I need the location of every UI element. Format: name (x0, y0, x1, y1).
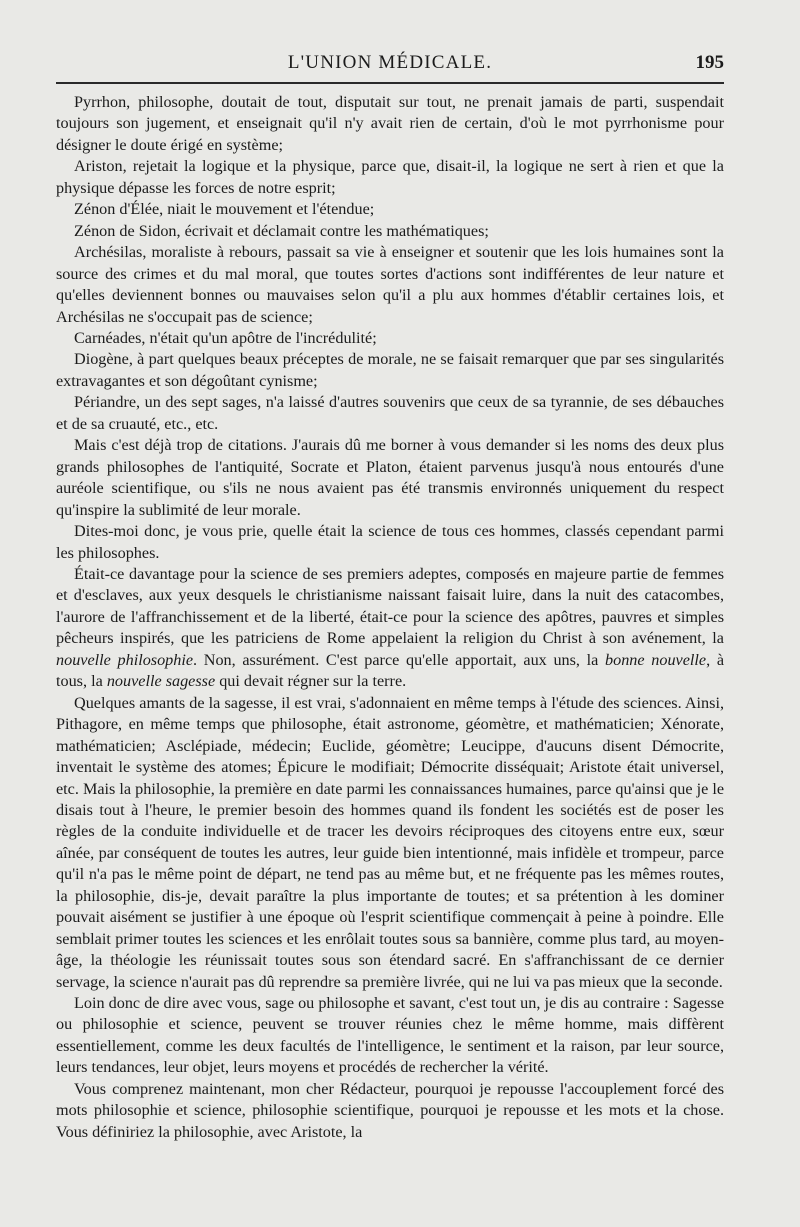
paragraph: Pyrrhon, philosophe, doutait de tout, disputait sur tout, ne prenait jamais de parti, suspendait toujours son jugement, et enseignait qu'il n'y avait rien de certain, d'où le mot pyrrhonisme pour désigner le doute érigé en système; (56, 93, 724, 154)
page-header (56, 48, 724, 84)
paragraph: Périandre, un des sept sages, n'a laissé d'autres souvenirs que ceux de sa tyrannie, de ses débauches et de sa cruauté, etc., etc. (56, 393, 724, 433)
paragraph: Ariston, rejetait la logique et la physique, parce que, disait-il, la logique ne sert à rien et que la physique dépasse les forces de notre esprit; (56, 157, 724, 197)
running-title: L'UNION MÉDICALE. (287, 52, 493, 73)
paragraph: Mais c'est déjà trop de citations. J'aurais dû me borner à vous demander si les noms des deux plus grands philosophes de l'antiquité, Socrate et Platon, étaient parvenus jusqu'à nous entourés d'une auréole scientifique, ou s'ils ne nous avaient pas été transmis environnés uniquement du respect qu'inspire la sublimité de leur morale. (56, 436, 724, 519)
paragraph: Quelques amants de la sagesse, il est vrai, s'adonnaient en même temps à l'étude des sciences. Ainsi, Pithagore, en même temps que philosophe, était astronome, géomètre, et mathématicien; Xénorate, mathématicien; Asclépiade, médecin; Euclide, géomètre; Leucippe, d'aucuns disent Démocrite, inventait le système des atomes; Épicure le modifiait; Démocrite disséquait; Aristote était universel, etc. Mais la philosophie, la première en date parmi les connaissances humaines, parce qu'ainsi que je le disais tout à l'heure, le premier besoin des hommes quand ils fondent les sociétés est de poser les règles de la conduite individuelle et de tracer les devoirs réciproques des citoyens entre eux, sœur aînée, par conséquent de toutes les autres, leur guide bien intentionné, mais infidèle et trompeur, parce qu'il n'a pas le même point de départ, ne tend pas au même but, et ne fréquente pas les mêmes routes, la philosophie, dis-je, devait paraître la plus importante de toutes; et sa prétention à les dominer pouvait aisément se justifier à une époque où l'esprit scientifique commençait à peine à poindre. Elle semblait primer toutes les sciences et les enrôlait toutes sous sa bannière, comme plus tard, au moyen-âge, la théologie les réunissait toutes sous son étendard sacré. En s'affranchissant de ce dernier servage, la science n'aurait pas dû reprendre sa première livrée, qui ne lui va pas mieux que la seconde. (56, 693, 724, 991)
paragraph: Carnéades, n'était qu'un apôtre de l'incrédulité; (74, 328, 377, 347)
paragraph: Loin donc de dire avec vous, sage ou philosophe et savant, c'est tout un, je dis au contraire : Sagesse ou philosophie et science, peuvent se trouver réunies chez le même homme, mais diffèrent essentiellement, comme les deux facultés de l'intelligence, le sentiment et la raison, par leur source, leurs tendances, leur objet, leurs moyens et procédés de rechercher la vérité. (56, 994, 724, 1077)
paragraph: Diogène, à part quelques beaux préceptes de morale, ne se faisait remarquer que par ses singularités extravagantes et son dégoûtant cynisme; (56, 350, 724, 390)
paragraph: Zénon d'Élée, niait le mouvement et l'étendue; (74, 200, 375, 219)
paragraph: Zénon de Sidon, écrivait et déclamait contre les mathématiques; (74, 221, 489, 240)
paragraph: Archésilas, moraliste à rebours, passait sa vie à enseigner et soutenir que les lois humaines sont la source des crimes et du mal moral, que toutes sortes d'actions sont indifférentes de leur nature et qu'elles deviennent bonnes ou mauvaises selon qu'il a plu aux hommes d'établir certaines lois, et Archésilas ne s'occupait pas de science; (56, 243, 724, 326)
body-text (56, 92, 724, 1143)
paragraph: Dites-moi donc, je vous prie, quelle était la science de tous ces hommes, classés cependant parmi les philosophes. (56, 522, 724, 562)
paragraph: Vous comprenez maintenant, mon cher Rédacteur, pourquoi je repousse l'accouplement forcé des mots philosophie et science, philosophie scientifique, pourquoi je repousse et les mots et la chose. Vous définiriez la philosophie, avec Aristote, la (56, 1079, 724, 1141)
paragraph: Était-ce davantage pour la science de ses premiers adeptes, composés en majeure partie de femmes et d'esclaves, aux yeux desquels le christianisme naissant faisait luire, dans la nuit des catacombes, l'aurore de l'affranchissement et de la liberté, était-ce pour la science des apôtres, pauvres et simples pêcheurs inspirés, que les patriciens de Rome appelaient la religion du Christ à son avénement, la nouvelle philosophie. Non, assurément. C'est parce qu'elle apportait, aux uns, la bonne nouvelle, à tous, la nouvelle sagesse qui devait régner sur la terre. (56, 564, 725, 691)
page-number: 195 (695, 52, 724, 73)
